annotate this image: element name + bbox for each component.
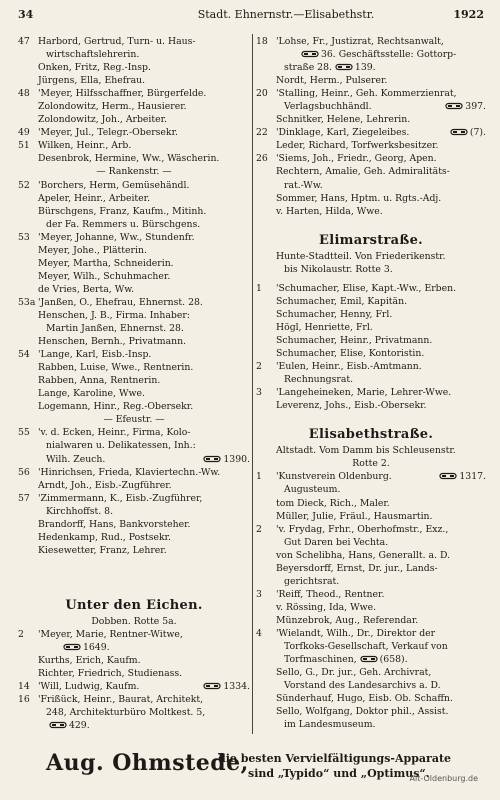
page-number: 34	[18, 8, 34, 21]
directory-entry	[18, 139, 250, 152]
directory-entry	[18, 693, 250, 706]
directory-entry	[256, 601, 486, 614]
directory-entry	[256, 718, 486, 731]
entry-text: 'Meyer, Hilfsschaffner, Bürgerfelde.	[38, 88, 207, 100]
page-header	[18, 8, 484, 24]
entry-text: 'Will, Ludwig, Kaufm.	[38, 681, 140, 693]
telephone-icon	[445, 102, 463, 110]
entry-text: Vorstand des Landesarchivs a. D.	[284, 680, 441, 692]
house-number: 3	[256, 387, 262, 399]
directory-entry	[18, 283, 250, 296]
entry-text: Harbord, Gertrud, Turn- u. Haus-	[38, 36, 196, 47]
directory-entry	[256, 334, 486, 347]
entry-text: Leverenz, Johs., Eisb.-Obersekr.	[276, 400, 427, 412]
entry-text: 'Schumacher, Elise, Kapt.-Ww., Erben.	[276, 282, 457, 294]
entry-text: 'Meyer, Jul., Telegr.-Obersekr.	[38, 127, 178, 139]
ad-line-1: die besten Vervielfältigungs-Apparate	[218, 752, 452, 765]
directory-entry	[256, 470, 486, 483]
entry-text: Wilken, Heinr., Arb.	[38, 140, 132, 152]
entry-text: 'Siems, Joh., Friedr., Georg, Apen.	[276, 153, 437, 165]
section-label	[18, 413, 250, 426]
house-number: 56	[18, 466, 30, 478]
entry-text: Meyer, Johe., Plätterin.	[38, 244, 147, 256]
telephone-icon	[49, 721, 67, 729]
entry-text: v. Harten, Hilda, Wwe.	[276, 205, 383, 217]
directory-entry	[256, 399, 486, 412]
directory-entry	[18, 244, 250, 257]
entry-text: 'v. d. Ecken, Heinr., Firma, Kolo-	[38, 427, 191, 439]
entry-text: Sünderhauf, Hugo, Eisb. Ob. Schaffn.	[276, 693, 453, 705]
directory-entry	[256, 139, 486, 152]
directory-entry	[18, 152, 250, 165]
directory-entry	[256, 179, 486, 192]
directory-entry	[256, 152, 486, 165]
entry-text: gerichtsrat.	[284, 575, 340, 587]
advertiser-name: Aug. Ohmstede,	[46, 750, 249, 776]
entry-text: 'Lohse, Fr., Justizrat, Rechtsanwalt,	[276, 36, 444, 47]
directory-entry	[18, 35, 250, 48]
house-number: 52	[18, 179, 30, 191]
spacer	[18, 583, 250, 596]
directory-entry	[18, 387, 250, 400]
entry-text: Torfkoks-Gesellschaft, Verkauf von	[284, 641, 448, 653]
entry-text: bis Nikolaustr. Rotte 3.	[284, 263, 393, 275]
entry-text: Schumacher, Elise, Kontoristin.	[276, 348, 425, 360]
house-number: 22	[256, 127, 268, 139]
directory-entry	[18, 205, 250, 218]
entry-text: Meyer, Wilh., Schuhmacher.	[38, 270, 171, 282]
directory-entry	[18, 544, 250, 557]
directory-entry	[18, 361, 250, 374]
directory-entry	[18, 641, 250, 654]
entry-text: Brandorff, Hans, Bankvorsteher.	[38, 518, 191, 530]
entry-text: Rotte 2.	[352, 458, 390, 470]
directory-entry	[256, 588, 486, 601]
entry-text: Lange, Karoline, Wwe.	[38, 388, 145, 400]
entry-text: Henschen, J. B., Firma. Inhaber:	[38, 309, 190, 321]
directory-entry	[18, 400, 250, 413]
street-heading: Unter den Eichen.	[65, 598, 203, 614]
entry-text: 'Dinklage, Karl, Ziegeleibes.	[276, 127, 410, 139]
phone-number: 429.	[68, 720, 90, 732]
entry-text: — Rankenstr. —	[96, 166, 172, 178]
directory-entry	[256, 483, 486, 496]
phone-number: 36. Geschäftsstelle: Gottorp-	[320, 49, 457, 61]
entry-text: straße 28.	[284, 62, 332, 74]
entry-text: Richter, Friedrich, Studienass.	[38, 668, 183, 680]
directory-entry	[256, 295, 486, 308]
entry-text: 'Reiff, Theod., Rentner.	[276, 588, 385, 600]
directory-entry	[256, 653, 486, 666]
directory-entry	[256, 87, 486, 100]
directory-entry	[18, 61, 250, 74]
house-number: 53a	[18, 296, 36, 308]
directory-entry	[18, 479, 250, 492]
directory-entry	[18, 335, 250, 348]
house-number: 18	[256, 36, 268, 47]
directory-entry	[18, 270, 250, 283]
telephone-icon	[203, 682, 221, 690]
entry-text: 'Wielandt, Wilh., Dr., Direktor der	[276, 627, 436, 639]
entry-text: Nordt, Herm., Pulserer.	[276, 75, 388, 87]
telephone-icon	[203, 455, 221, 463]
directory-entry	[256, 575, 486, 588]
house-number: 4	[256, 627, 262, 639]
house-number: 48	[18, 88, 30, 100]
telephone-icon	[360, 655, 378, 663]
entry-text: Desenbrok, Hermine, Ww., Wäscherin.	[38, 153, 220, 165]
entry-text: Bürschgens, Franz, Kaufm., Mitinh.	[38, 205, 207, 217]
entry-text: — Efeustr. —	[103, 414, 165, 426]
directory-entry	[256, 100, 486, 113]
phone-number: 397.	[465, 101, 486, 113]
entry-text: Sello, G., Dr. jur., Geh. Archivrat,	[276, 667, 432, 679]
entry-text: Kurths, Erich, Kaufm.	[38, 655, 141, 667]
directory-entry	[18, 48, 250, 61]
entry-text: v. Rössing, Ida, Wwe.	[276, 601, 377, 613]
directory-entry	[18, 74, 250, 87]
directory-entry	[256, 705, 486, 718]
entry-text: Leder, Richard, Torfwerksbesitzer.	[276, 140, 439, 152]
house-number: 51	[18, 140, 30, 152]
entry-text: 'Meyer, Johanne, Ww., Stundenfr.	[38, 231, 195, 243]
house-number: 47	[18, 36, 30, 47]
directory-entry	[18, 87, 250, 100]
entry-text: Rechnungsrat.	[284, 374, 354, 386]
street-heading: Elimarstraße.	[319, 232, 423, 248]
directory-entry	[256, 192, 486, 205]
right-column	[256, 35, 486, 731]
directory-entry	[18, 296, 250, 309]
directory-entry	[256, 61, 486, 74]
entry-text: der Fa. Remmers u. Bürschgens.	[46, 218, 201, 230]
street-heading: Elisabethstraße.	[308, 427, 434, 443]
entry-text: Onken, Fritz, Reg.-Insp.	[38, 62, 151, 74]
directory-entry	[256, 263, 486, 276]
directory-entry	[256, 48, 486, 61]
entry-text: Sello, Wolfgang, Doktor phil., Assist.	[276, 706, 449, 718]
entry-text: Schnitker, Helene, Lehrerin.	[276, 114, 411, 126]
directory-entry	[18, 126, 250, 139]
entry-text: Gut Daren bei Vechta.	[284, 536, 389, 548]
entry-text: Apeler, Heinr., Arbeiter.	[38, 192, 151, 204]
directory-entry	[256, 536, 486, 549]
entry-text: Hedenkamp, Rud., Postsekr.	[38, 531, 171, 543]
telephone-icon	[335, 63, 353, 71]
phone-number: 1317.	[459, 471, 486, 483]
directory-entry	[18, 309, 250, 322]
phone-number: 139.	[354, 62, 376, 74]
house-number: 1	[256, 471, 262, 483]
directory-entry	[256, 360, 486, 373]
house-number: 20	[256, 88, 268, 100]
house-number: 2	[256, 361, 262, 373]
directory-entry	[256, 321, 486, 334]
directory-entry	[18, 531, 250, 544]
entry-text: Rechtern, Amalie, Geh. Admiralitäts-	[276, 166, 450, 178]
entry-text: Rabben, Luise, Wwe., Rentnerin.	[38, 362, 194, 374]
page-year: 1922	[453, 8, 484, 21]
entry-text: Martin Janßen, Ehnernst. 28.	[46, 323, 184, 335]
directory-entry	[18, 654, 250, 667]
phone-block	[450, 126, 486, 139]
phone-number: 1649.	[82, 642, 110, 654]
directory-entry	[256, 562, 486, 575]
entry-text: Wilh. Zeuch.	[46, 453, 106, 465]
directory-entry	[256, 692, 486, 705]
directory-entry	[18, 492, 250, 505]
column-divider	[252, 34, 253, 734]
directory-entry	[18, 426, 250, 439]
entry-text: 'Hinrichsen, Frieda, Klaviertechn.-Ww.	[38, 466, 221, 478]
entry-text: im Landesmuseum.	[284, 719, 376, 731]
directory-entry	[256, 497, 486, 510]
entry-text: 'Lange, Karl, Eisb.-Insp.	[38, 349, 152, 361]
house-number: 55	[18, 427, 30, 439]
section-label	[18, 165, 250, 178]
phone-block	[445, 100, 486, 113]
entry-text: tom Dieck, Rich., Maler.	[276, 497, 390, 509]
directory-entry	[18, 100, 250, 113]
entry-text: Kiesewetter, Franz, Lehrer.	[38, 544, 167, 556]
directory-entry	[256, 165, 486, 178]
directory-entry	[18, 680, 250, 693]
entry-text: 248, Architekturbüro Moltkest. 5,	[46, 707, 206, 719]
directory-entry	[256, 35, 486, 48]
entry-text: Henschen, Bernh., Privatmann.	[38, 336, 187, 348]
entry-text: 'Eulen, Heinr., Eisb.-Amtmann.	[276, 361, 422, 373]
entry-text: Rabben, Anna, Rentnerin.	[38, 375, 161, 387]
entry-text: Münzebrok, Aug., Referendar.	[276, 614, 419, 626]
entry-text: Altstadt. Vom Damm bis Schleusenstr.	[276, 445, 456, 457]
directory-entry	[256, 386, 486, 399]
entry-text: rat.-Ww.	[284, 179, 323, 191]
telephone-icon	[439, 472, 457, 480]
directory-entry	[18, 466, 250, 479]
directory-entry	[256, 282, 486, 295]
house-number: 26	[256, 153, 268, 165]
entry-text: Schumacher, Henny, Frl.	[276, 308, 393, 320]
directory-entry	[256, 627, 486, 640]
entry-text: 'Borchers, Herm, Gemüsehändl.	[38, 179, 190, 191]
directory-entry	[18, 322, 250, 335]
entry-text: Logemann, Hinr., Reg.-Obersekr.	[38, 401, 194, 413]
phone-number: (7).	[469, 127, 486, 139]
entry-text: Högl, Henriette, Frl.	[276, 321, 373, 333]
section-label	[18, 615, 250, 628]
entry-text: wirtschaftslehrerin.	[46, 49, 140, 61]
directory-entry	[256, 444, 486, 457]
directory-entry	[18, 667, 250, 680]
directory-entry	[18, 453, 250, 466]
ad-line-2: sind „Typido“ und „Optimus“.	[248, 767, 430, 780]
directory-entry	[18, 179, 250, 192]
house-number: 2	[256, 523, 262, 535]
directory-entry	[18, 719, 250, 732]
entry-text: Müller, Julie, Fräul., Hausmartin.	[276, 510, 433, 522]
phone-number: 1334.	[223, 681, 250, 693]
directory-entry	[256, 308, 486, 321]
directory-entry	[256, 666, 486, 679]
directory-entry	[18, 113, 250, 126]
spacer	[256, 218, 486, 231]
entry-text: Torfmaschinen,	[284, 654, 357, 666]
directory-entry	[18, 257, 250, 270]
house-number: 53	[18, 231, 30, 243]
entry-text: Schumacher, Emil, Kapitän.	[276, 295, 408, 307]
entry-text: Dobben. Rotte 5a.	[91, 616, 177, 628]
directory-entry	[18, 374, 250, 387]
entry-text: 'Stalling, Heinr., Geh. Kommerzienrat,	[276, 88, 457, 100]
advertisement-footer	[18, 748, 478, 788]
entry-text: 'Kunstverein Oldenburg.	[276, 471, 392, 483]
directory-entry	[256, 250, 486, 263]
directory-entry	[256, 523, 486, 536]
spacer	[256, 412, 486, 425]
directory-entry	[18, 628, 250, 641]
telephone-icon	[301, 50, 319, 58]
spacer	[18, 570, 250, 583]
house-number: 16	[18, 694, 30, 706]
entry-text: Meyer, Martha, Schneiderin.	[38, 257, 174, 269]
house-number: 3	[256, 588, 262, 600]
page-title: Stadt. Ehnernstr.—Elisabethstr.	[197, 8, 375, 21]
house-number: 54	[18, 349, 30, 361]
entry-text: Kirchhoffst. 8.	[46, 505, 114, 517]
directory-entry	[18, 192, 250, 205]
entry-text: Zolondowitz, Herm., Hausierer.	[38, 101, 187, 113]
directory-entry	[18, 218, 250, 231]
entry-text: Augusteum.	[284, 484, 341, 496]
entry-text: Sommer, Hans, Hptm. u. Rgts.-Adj.	[276, 192, 442, 204]
entry-text: Beyersdorff, Ernst, Dr. jur., Lands-	[276, 562, 438, 574]
directory-entry	[256, 373, 486, 386]
entry-text: Verlagsbuchhändl.	[284, 101, 372, 113]
directory-entry	[256, 614, 486, 627]
entry-text: Hunte-Stadtteil. Von Friederikenstr.	[276, 250, 446, 262]
directory-entry	[256, 549, 486, 562]
telephone-icon	[450, 128, 468, 136]
house-number: 57	[18, 492, 30, 504]
directory-entry	[256, 640, 486, 653]
directory-entry	[18, 706, 250, 719]
telephone-icon	[63, 643, 81, 651]
phone-block	[203, 680, 250, 693]
entry-text: Arndt, Joh., Eisb.-Zugführer.	[38, 479, 172, 491]
section-label	[256, 457, 486, 470]
directory-entry	[18, 348, 250, 361]
house-number: 14	[18, 681, 30, 693]
entry-text: Schumacher, Heinr., Privatmann.	[276, 334, 433, 346]
entry-text: de Vries, Berta, Ww.	[38, 283, 135, 295]
entry-text: 'Langeheineken, Marie, Lehrer-Wwe.	[276, 387, 452, 399]
directory-entry	[256, 510, 486, 523]
directory-entry	[18, 518, 250, 531]
directory-entry	[18, 439, 250, 452]
left-column	[18, 35, 250, 732]
directory-entry	[256, 113, 486, 126]
phone-block	[439, 470, 486, 483]
directory-entry	[256, 679, 486, 692]
directory-entry	[256, 205, 486, 218]
directory-entry	[256, 74, 486, 87]
spacer	[18, 557, 250, 570]
directory-entry	[18, 231, 250, 244]
phone-block	[203, 453, 250, 466]
phone-number: 1390.	[223, 453, 250, 465]
phone-number: (658).	[379, 654, 408, 666]
entry-text: Jürgens, Ella, Ehefrau.	[38, 75, 146, 87]
entry-text: 'Zimmermann, K., Eisb.-Zugführer,	[38, 492, 203, 504]
directory-entry	[256, 347, 486, 360]
directory-entry	[256, 126, 486, 139]
house-number: 49	[18, 127, 30, 139]
directory-entry	[18, 505, 250, 518]
entry-text: 'Janßen, O., Ehefrau, Ehnernst. 28.	[38, 296, 203, 308]
entry-text: 'Frißück, Heinr., Baurat, Architekt,	[38, 694, 204, 706]
entry-text: Zolondowitz, Joh., Arbeiter.	[38, 114, 168, 126]
watermark: Alt-Oldenburg.de	[409, 774, 478, 783]
house-number: 1	[256, 282, 262, 294]
entry-text: 'Meyer, Marie, Rentner-Witwe,	[38, 629, 183, 641]
entry-text: 'v. Frydag, Frhr., Oberhofmstr., Exz.,	[276, 523, 449, 535]
entry-text: von Schelibha, Hans, Generallt. a. D.	[276, 549, 451, 561]
entry-text: nialwaren u. Delikatessen, Inh.:	[46, 440, 196, 452]
house-number: 2	[18, 629, 24, 641]
